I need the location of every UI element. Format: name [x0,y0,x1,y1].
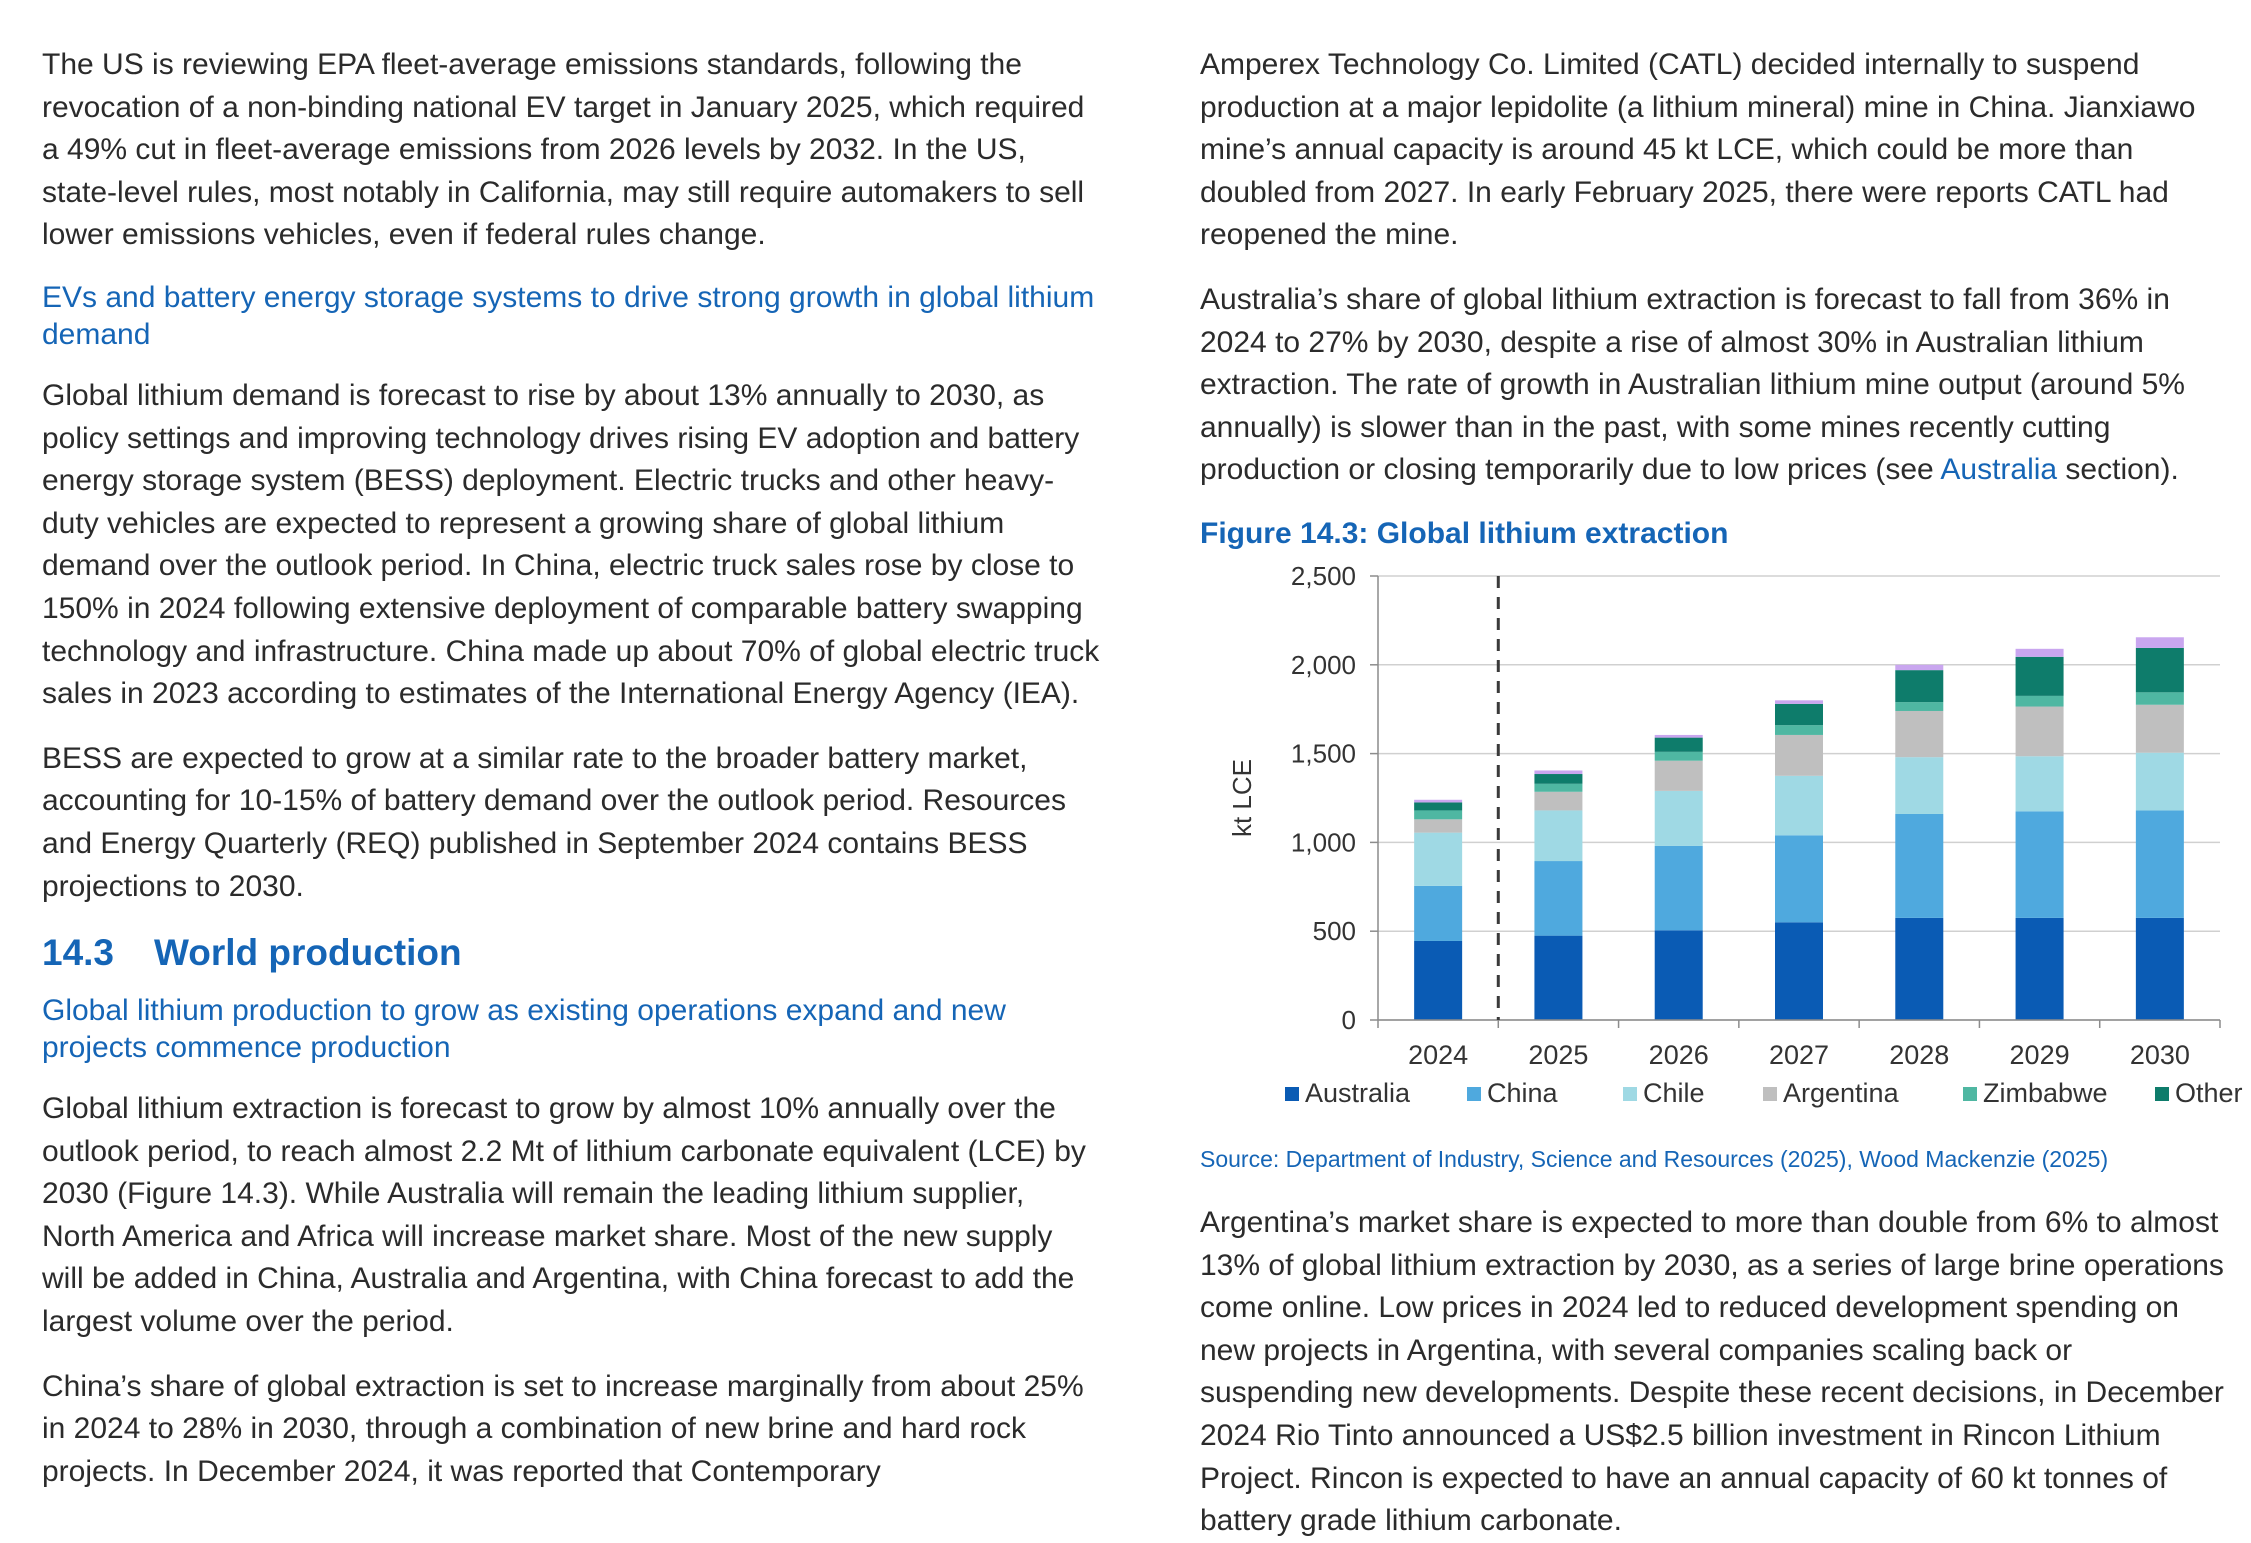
legend-swatch [1285,1087,1299,1101]
x-tick-label: 2030 [2129,1039,2190,1070]
bar-segment [1775,776,1823,835]
bar-segment [1414,833,1462,886]
bar-segment [1414,886,1462,941]
legend-label: Australia [1305,1077,1411,1108]
bar-segment [1534,861,1582,936]
bar-segment [1655,738,1703,752]
bar-segment [1895,814,1943,918]
bar-segment [2136,705,2184,753]
x-tick-label: 2025 [1528,1039,1589,1070]
paragraph-bess: BESS are expected to grow at a similar rate to the broader battery market, accounting for 10-15% of battery demand over the outlook period. Resources and Energy Quarterly (REQ) published in September 2024 contains BESS projections to 2030. [42,741,1066,903]
subheading-demand: EVs and battery energy storage systems to drive strong growth in global lithium demand [42,280,1095,351]
bar-segment [1775,725,1823,735]
bar-segment [1895,665,1943,670]
figure-title: Figure 14.3: Global lithium extraction [1200,516,1729,550]
y-tick-label: 500 [1312,916,1356,947]
bar-segment [2016,811,2064,918]
legend-label: Other [2175,1077,2243,1108]
bar-segment [1534,792,1582,811]
lithium-extraction-chart [1200,560,2243,1134]
legend-label: Zimbabwe [1983,1077,2108,1108]
bar-segment [2136,918,2184,1020]
australia-text-start: Australia’s share of global lithium extraction is forecast to fall from 36% in 2024 to 27% by 2030, despite a rise of almost 30% in Australian lithium extraction. The rate of growth in Australian lithium mine output (around 5% annually) is slower than in the past, with some mines recently cutting production or closing temporarily due to low prices (see [1200,282,2185,487]
paragraph-global-demand: Global lithium demand is forecast to rise by about 13% annually to 2030, as policy settings and improving technology drives rising EV adoption and battery energy storage system (BESS) deployment. Electric trucks and other heavy-duty vehicles are expected to represent a growing share of global lithium demand over the outlook period. In China, electric truck sales rose by close to 150% in 2024 following extensive deployment of comparable battery swapping technology and infrastructure. China made up about 70% of global electric truck sales in 2023 according to estimates of the International Energy Agency (IEA). [42,378,1100,711]
x-tick-label: 2024 [1408,1039,1469,1070]
bar-segment [1534,784,1582,792]
bar-segment [1655,930,1703,1020]
figure-source: Source: Department of Industry, Science and Resources (2025), Wood Mackenzie (2025) [1200,1145,2109,1172]
australia-section-link[interactable]: Australia [1940,453,2058,487]
bar-segment [1414,819,1462,832]
bar-segment [2016,756,2064,811]
paragraph-china-share: China’s share of global extraction is set to increase marginally from about 25% in 2024 to 28% in 2030, through a combination of new brine and hard rock projects. In December 2024, it was reported that Contemporary [42,1369,1084,1488]
legend-label: China [1487,1077,1558,1108]
left-column [42,44,1102,1489]
bar-segment [1414,802,1462,810]
bar-segment [2136,692,2184,704]
bar-segment [2016,696,2064,707]
y-axis-label: kt LCE [1227,758,1257,837]
bar-segment [1534,936,1582,1020]
bar-segment [2136,810,2184,917]
bar-segment [2136,637,2184,648]
bar-segment [1534,810,1582,861]
bar-segment [1895,702,1943,711]
section-heading [42,930,1102,976]
y-tick-label: 2,500 [1290,560,1356,591]
right-column [1200,44,2243,1538]
bar-segment [1775,735,1823,776]
bar-segment [2016,918,2064,1020]
bar-segment [1895,918,1943,1020]
y-tick-label: 1,000 [1290,827,1356,858]
bar-segment [2016,657,2064,696]
bar-segment [1414,810,1462,819]
bar-segment [1775,835,1823,922]
bar-segment [1655,752,1703,761]
australia-text-end: section). [2057,453,2179,487]
paragraph-global-extraction: Global lithium extraction is forecast to grow by almost 10% annually over the outlook period, to reach almost 2.2 Mt of lithium carbonate equivalent (LCE) by 2030 (Figure 14.3). While Australia will remain the leading lithium supplier, North America and Africa will increase market share. Most of the new supply will be added in China, Australia and Argentina, with China forecast to add the largest volume over the period. [42,1092,1086,1339]
x-tick-label: 2026 [1648,1039,1709,1070]
section-title: World production [154,932,462,974]
bar-segment [1775,922,1823,1020]
legend-swatch [2155,1087,2169,1101]
legend-swatch [1763,1087,1777,1101]
bar-segment [2136,648,2184,692]
y-tick-label: 0 [1341,1004,1356,1035]
bar-segment [1534,774,1582,784]
x-tick-label: 2029 [2009,1039,2070,1070]
bar-segment [1534,770,1582,774]
bar-segment [2016,706,2064,756]
bar-segment [1895,670,1943,702]
bar-segment [1414,800,1462,803]
paragraph-australia-share [1200,279,2230,492]
y-tick-label: 2,000 [1290,649,1356,680]
y-tick-label: 1,500 [1290,738,1356,769]
section-number: 14.3 [42,932,115,974]
legend-label: Chile [1643,1077,1705,1108]
x-tick-label: 2028 [1889,1039,1950,1070]
paragraph-argentina: Argentina’s market share is expected to more than double from 6% to almost 13% of global lithium extraction by 2030, as a series of large brine operations come online. Low prices in 2024 led to reduced development spending on new projects in Argentina, with several companies scaling back or suspending new developments. Despite these recent decisions, in December 2024 Rio Tinto announced a US$2.5 billion investment in Rincon Lithium Project. Rincon is expected to have an annual capacity of 60 kt tonnes of battery grade lithium carbonate. [1200,1205,2224,1538]
bar-segment [1655,791,1703,846]
bar-segment [1655,735,1703,738]
bar-segment [2136,753,2184,811]
bar-segment [2016,649,2064,657]
subheading-production: Global lithium production to grow as existing operations expand and new projects commence production [42,994,1006,1065]
bar-segment [1895,757,1943,814]
bar-segment [1895,711,1943,757]
bar-segment [1775,700,1823,704]
bar-segment [1655,761,1703,791]
x-tick-label: 2027 [1768,1039,1830,1070]
bar-segment [1655,846,1703,930]
paragraph-us-emissions: The US is reviewing EPA fleet-average emissions standards, following the revocation of a non-binding national EV target in January 2025, which required a 49% cut in fleet-average emissions from 2026 levels by 2032. In the US, state-level rules, most notably in California, may still require automakers to sell lower emissions vehicles, even if federal rules change. [42,48,1085,252]
legend-swatch [1623,1087,1637,1101]
legend-label: Argentina [1783,1077,1899,1108]
legend-swatch [1963,1087,1977,1101]
paragraph-catl: Amperex Technology Co. Limited (CATL) decided internally to suspend production at a major lepidolite (a lithium mineral) mine in China. Jianxiawo mine’s annual capacity is around 45 kt LCE, which could be more than doubled from 2027. In early February 2025, there were reports CATL had reopened the mine. [1200,48,2196,252]
chart-svg [1200,560,2243,1134]
bar-segment [1775,704,1823,725]
bar-segment [1414,941,1462,1020]
legend-swatch [1467,1087,1481,1101]
